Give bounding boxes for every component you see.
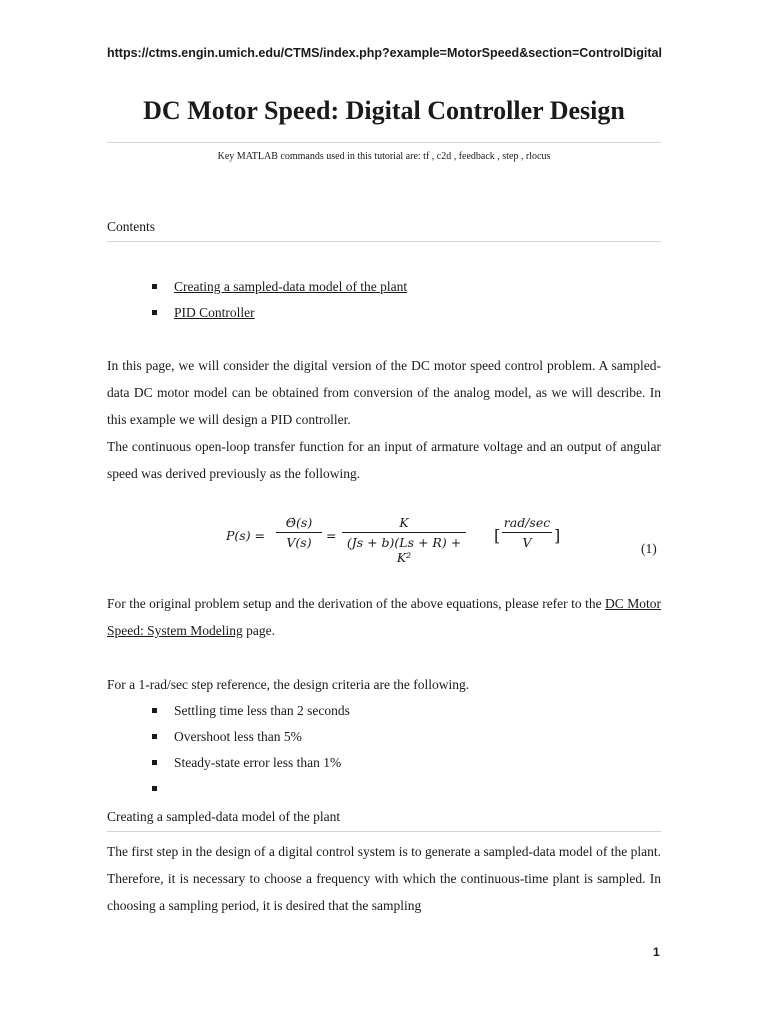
intro-paragraph-1: In this page, we will consider the digital version of the DC motor speed control problem. A sampled-data DC motor model can be obtained from conversion of the analog model, as we will describe. In this example we will design a PID controller. xyxy=(107,358,661,427)
fraction-denominator: (Js + b)(Ls + R) + K² xyxy=(346,535,462,565)
fraction-bar xyxy=(502,532,552,533)
toc-item xyxy=(150,278,407,304)
design-criteria-list xyxy=(150,702,350,806)
toc-link-pid[interactable]: PID Controller xyxy=(174,305,255,320)
fraction-numerator: Θ̇(s) xyxy=(285,515,313,530)
equation-number: (1) xyxy=(641,541,657,556)
equation-lhs: P(s) = xyxy=(226,528,266,543)
refer-text-after: page. xyxy=(242,623,275,638)
equation-fraction-theta-v xyxy=(276,515,322,550)
toc-link-sampled-data[interactable]: Creating a sampled-data model of the plant xyxy=(174,279,408,294)
criteria-item xyxy=(150,780,350,806)
fraction-numerator: K xyxy=(399,515,409,530)
contents-heading: Contents xyxy=(107,219,156,234)
fraction-numerator: rad/sec xyxy=(503,515,551,530)
page-number: 1 xyxy=(653,945,660,959)
system-modeling-link[interactable]: DC Motor Speed: System Modeling xyxy=(107,596,661,638)
equation-fraction-units xyxy=(502,515,552,550)
refer-text-before: For the original problem setup and the derivation of the above equations, please refer to the xyxy=(107,596,606,611)
url-header: https://ctms.engin.umich.edu/CTMS/index.php?example=MotorSpeed&section=ControlDigital xyxy=(107,46,662,60)
section-rule xyxy=(107,831,661,832)
transfer-function-equation xyxy=(226,512,566,565)
equation-fraction-plant xyxy=(342,515,466,565)
equation-equals: = xyxy=(326,528,337,543)
section-heading-sampled-data: Creating a sampled-data model of the plant xyxy=(107,809,341,824)
criteria-item: Overshoot less than 5% xyxy=(150,728,350,754)
contents-rule xyxy=(107,241,661,242)
equation-left-bracket: [ xyxy=(494,526,501,545)
page-title: DC Motor Speed: Digital Controller Design xyxy=(143,96,625,125)
fraction-denominator: V(s) xyxy=(286,535,312,550)
fraction-denominator: V xyxy=(522,535,532,550)
intro-paragraph-2: The continuous open-loop transfer function for an input of armature voltage and an output of angular speed was derived previously as the following. xyxy=(107,439,661,481)
criteria-item: Steady-state error less than 1% xyxy=(150,754,350,780)
fraction-bar xyxy=(276,532,322,533)
equation-right-bracket: ] xyxy=(554,526,561,545)
fraction-bar xyxy=(342,532,466,533)
section-paragraph: The first step in the design of a digital control system is to generate a sampled-data model of the plant. Therefore, it is necessary to choose a frequency with which the continuous-time plant is sampled. In choosing a sampling period, it is desired that the sampling xyxy=(107,844,661,913)
key-commands: Key MATLAB commands used in this tutorial are: tf , c2d , feedback , step , rlocus xyxy=(217,151,551,162)
title-rule xyxy=(107,142,661,143)
refer-paragraph xyxy=(107,590,661,644)
criteria-item: Settling time less than 2 seconds xyxy=(150,702,350,728)
toc-item xyxy=(150,304,407,330)
criteria-intro: For a 1-rad/sec step reference, the design criteria are the following. xyxy=(107,677,470,692)
table-of-contents xyxy=(150,278,407,330)
